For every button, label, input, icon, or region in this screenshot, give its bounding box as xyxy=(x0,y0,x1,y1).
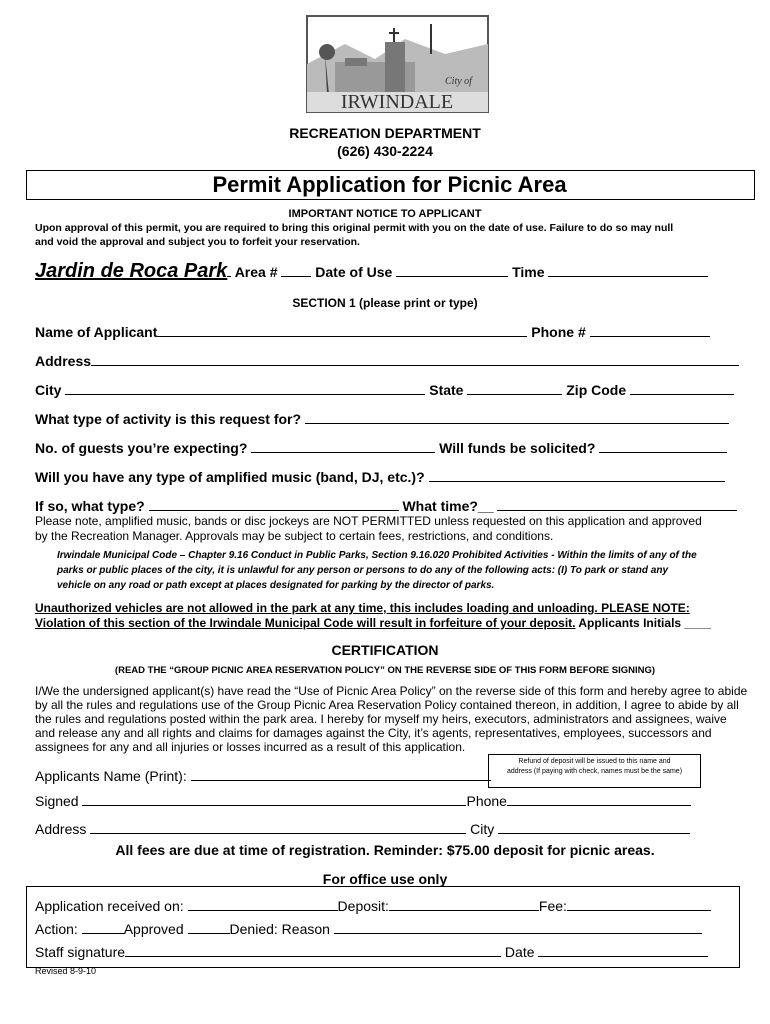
fee-field[interactable] xyxy=(567,896,711,911)
approved-field[interactable] xyxy=(82,919,124,934)
vehicles-line-2: Violation of this section of the Irwindale Municipal Code will result in forfeiture of your deposit. xyxy=(35,616,576,630)
certification-heading: CERTIFICATION xyxy=(331,642,439,658)
logo-city-of-text: City of xyxy=(445,76,472,87)
funds-field[interactable] xyxy=(599,438,727,453)
phone-label: Phone # xyxy=(531,324,586,340)
sign-address-field[interactable] xyxy=(90,819,466,834)
office-date-label: Date xyxy=(504,944,539,960)
approved-label: Approved xyxy=(123,921,188,937)
revised-date: Revised 8-9-10 xyxy=(35,966,97,976)
music-type-row xyxy=(35,496,737,514)
logo-name-text: IRWINDALE xyxy=(340,91,454,113)
what-time-label: What time?__ xyxy=(402,498,494,514)
park-name: Jardin de Roca Park xyxy=(35,260,228,282)
deposit-field[interactable] xyxy=(389,896,539,911)
office-row-2 xyxy=(35,919,702,937)
notice-text-1: Upon approval of this permit, you are required to bring this original permit with you on the date of use. Failure to do so may null xyxy=(35,222,674,234)
deposit-label: Deposit: xyxy=(337,898,389,914)
certification-p1: I/We the undersigned applicant(s) have read the “Use of Picnic Area Policy” on the reverse side of this form and hereby agree to abide xyxy=(35,684,748,698)
office-use-heading: For office use only xyxy=(322,871,448,887)
staff-signature-field[interactable] xyxy=(125,942,501,957)
received-field[interactable] xyxy=(188,896,338,911)
vehicles-line-2-row xyxy=(35,616,711,630)
music-field[interactable] xyxy=(429,467,725,482)
notice-heading: IMPORTANT NOTICE TO APPLICANT xyxy=(288,208,482,220)
music-label: Will you have any type of amplified music (band, DJ, etc.)? xyxy=(35,469,425,485)
print-name-row xyxy=(35,766,491,784)
refund-note-line-2: address (If paying with check, names must be the same) xyxy=(506,768,683,775)
note-line-2: by the Recreation Manager. Approvals may be subject to certain fees, restrictions, and conditions. xyxy=(35,529,554,543)
what-time-field[interactable] xyxy=(497,496,737,511)
section-1-heading: SECTION 1 (please print or type) xyxy=(292,296,478,310)
name-label: Name of Applicant xyxy=(35,324,158,340)
sign-phone-field[interactable] xyxy=(507,791,691,806)
activity-label: What type of activity is this request for? xyxy=(35,411,302,427)
signed-field[interactable] xyxy=(82,791,466,806)
certification-p2: by all the rules and regulations use of the Group Picnic Area Reservation Policy contained thereon, in addition, I agree to abide by all xyxy=(35,698,739,712)
certification-p5: assignees for any and all injuries or losses incurred as a result of this application. xyxy=(35,740,466,754)
zip-field[interactable] xyxy=(630,380,734,395)
office-row-1 xyxy=(35,896,711,914)
time-label: Time xyxy=(512,264,545,280)
guests-field[interactable] xyxy=(251,438,435,453)
music-type-label: If so, what type? xyxy=(35,498,145,514)
city-logo xyxy=(305,14,490,114)
address-field[interactable] xyxy=(91,351,739,366)
state-label: State xyxy=(429,382,464,398)
city-field[interactable] xyxy=(65,380,425,395)
state-field[interactable] xyxy=(467,380,562,395)
certification-p3: the rules and regulations posted within the park area. I hereby for myself my heirs, executors, administrators and assignees, waive xyxy=(35,712,727,726)
code-line-3: vehicle on any road or path except at places designated for parking by the director of parks. xyxy=(57,580,495,591)
guests-label: No. of guests you’re expecting? xyxy=(35,440,248,456)
received-label: Application received on: xyxy=(35,898,184,914)
city-label: City xyxy=(35,382,62,398)
address-row xyxy=(35,351,739,369)
activity-row xyxy=(35,409,729,427)
sign-city-label: City xyxy=(470,821,495,837)
date-of-use-field[interactable] xyxy=(396,262,508,277)
date-of-use-label: Date of Use xyxy=(315,264,393,280)
notice-text-2: and void the approval and subject you to forfeit your reservation. xyxy=(35,236,360,248)
activity-field[interactable] xyxy=(305,409,729,424)
sign-address-label: Address xyxy=(35,821,87,837)
certification-p4: and release any and all rights and claims for damages against the City, it’s agents, representatives, employees, successors and xyxy=(35,726,712,740)
code-line-2: parks or public places of the city, it is unlawful for any person or persons to do any of the following acts: (I) To park or stand any xyxy=(57,565,669,576)
staff-signature-label: Staff signature xyxy=(35,944,126,960)
denied-field[interactable] xyxy=(188,919,230,934)
sign-city-field[interactable] xyxy=(498,819,690,834)
address-label: Address xyxy=(35,353,92,369)
name-row xyxy=(35,322,710,340)
sign-address-row xyxy=(35,819,690,837)
funds-label: Will funds be solicited? xyxy=(439,440,596,456)
refund-note-line-1: Refund of deposit will be issued to this name and xyxy=(518,758,671,765)
name-field[interactable] xyxy=(157,322,527,337)
time-field[interactable] xyxy=(548,262,708,277)
office-date-field[interactable] xyxy=(538,942,708,957)
vehicles-line-1: Unauthorized vehicles are not allowed in the park at any time, this includes loading and unloading. PLEASE NOTE: xyxy=(35,601,690,615)
signed-row xyxy=(35,791,691,809)
denied-reason-field[interactable] xyxy=(334,919,702,934)
department-name: RECREATION DEPARTMENT xyxy=(289,125,481,141)
form-title: Permit Application for Picnic Area xyxy=(212,172,567,197)
print-name-field[interactable] xyxy=(191,766,491,781)
certification-sub: (READ THE “GROUP PICNIC AREA RESERVATION POLICY” ON THE REVERSE SIDE OF THIS FORM BEFORE SIGNING) xyxy=(114,665,656,676)
signed-label: Signed xyxy=(35,793,79,809)
code-line-1: Irwindale Municipal Code – Chapter 9.16 Conduct in Public Parks, Section 9.16.020 Prohibited Activities - Within the limits of any of the xyxy=(57,550,697,561)
park-row xyxy=(35,260,708,283)
note-line-1: Please note, amplified music, bands or disc jockeys are NOT PERMITTED unless requested on this application and approved xyxy=(35,514,702,528)
phone-field[interactable] xyxy=(590,322,710,337)
print-name-label: Applicants Name (Print): xyxy=(35,768,187,784)
zip-label: Zip Code xyxy=(566,382,627,398)
denied-label: Denied: Reason xyxy=(229,921,334,937)
guests-row xyxy=(35,438,727,456)
city-row xyxy=(35,380,734,398)
action-label: Action: xyxy=(35,921,82,937)
department-phone: (626) 430-2224 xyxy=(337,143,433,159)
music-row xyxy=(35,467,725,485)
refund-note xyxy=(488,754,701,788)
sign-phone-label: Phone xyxy=(466,793,507,809)
office-row-3 xyxy=(35,942,708,960)
area-field[interactable] xyxy=(281,262,311,277)
fee-label: Fee: xyxy=(538,898,567,914)
area-label: Area # xyxy=(234,264,278,280)
fees-notice: All fees are due at time of registration. Reminder: $75.00 deposit for picnic areas. xyxy=(115,842,655,858)
applicant-initials[interactable]: Applicants Initials ____ xyxy=(578,616,712,630)
music-type-field[interactable] xyxy=(149,496,399,511)
